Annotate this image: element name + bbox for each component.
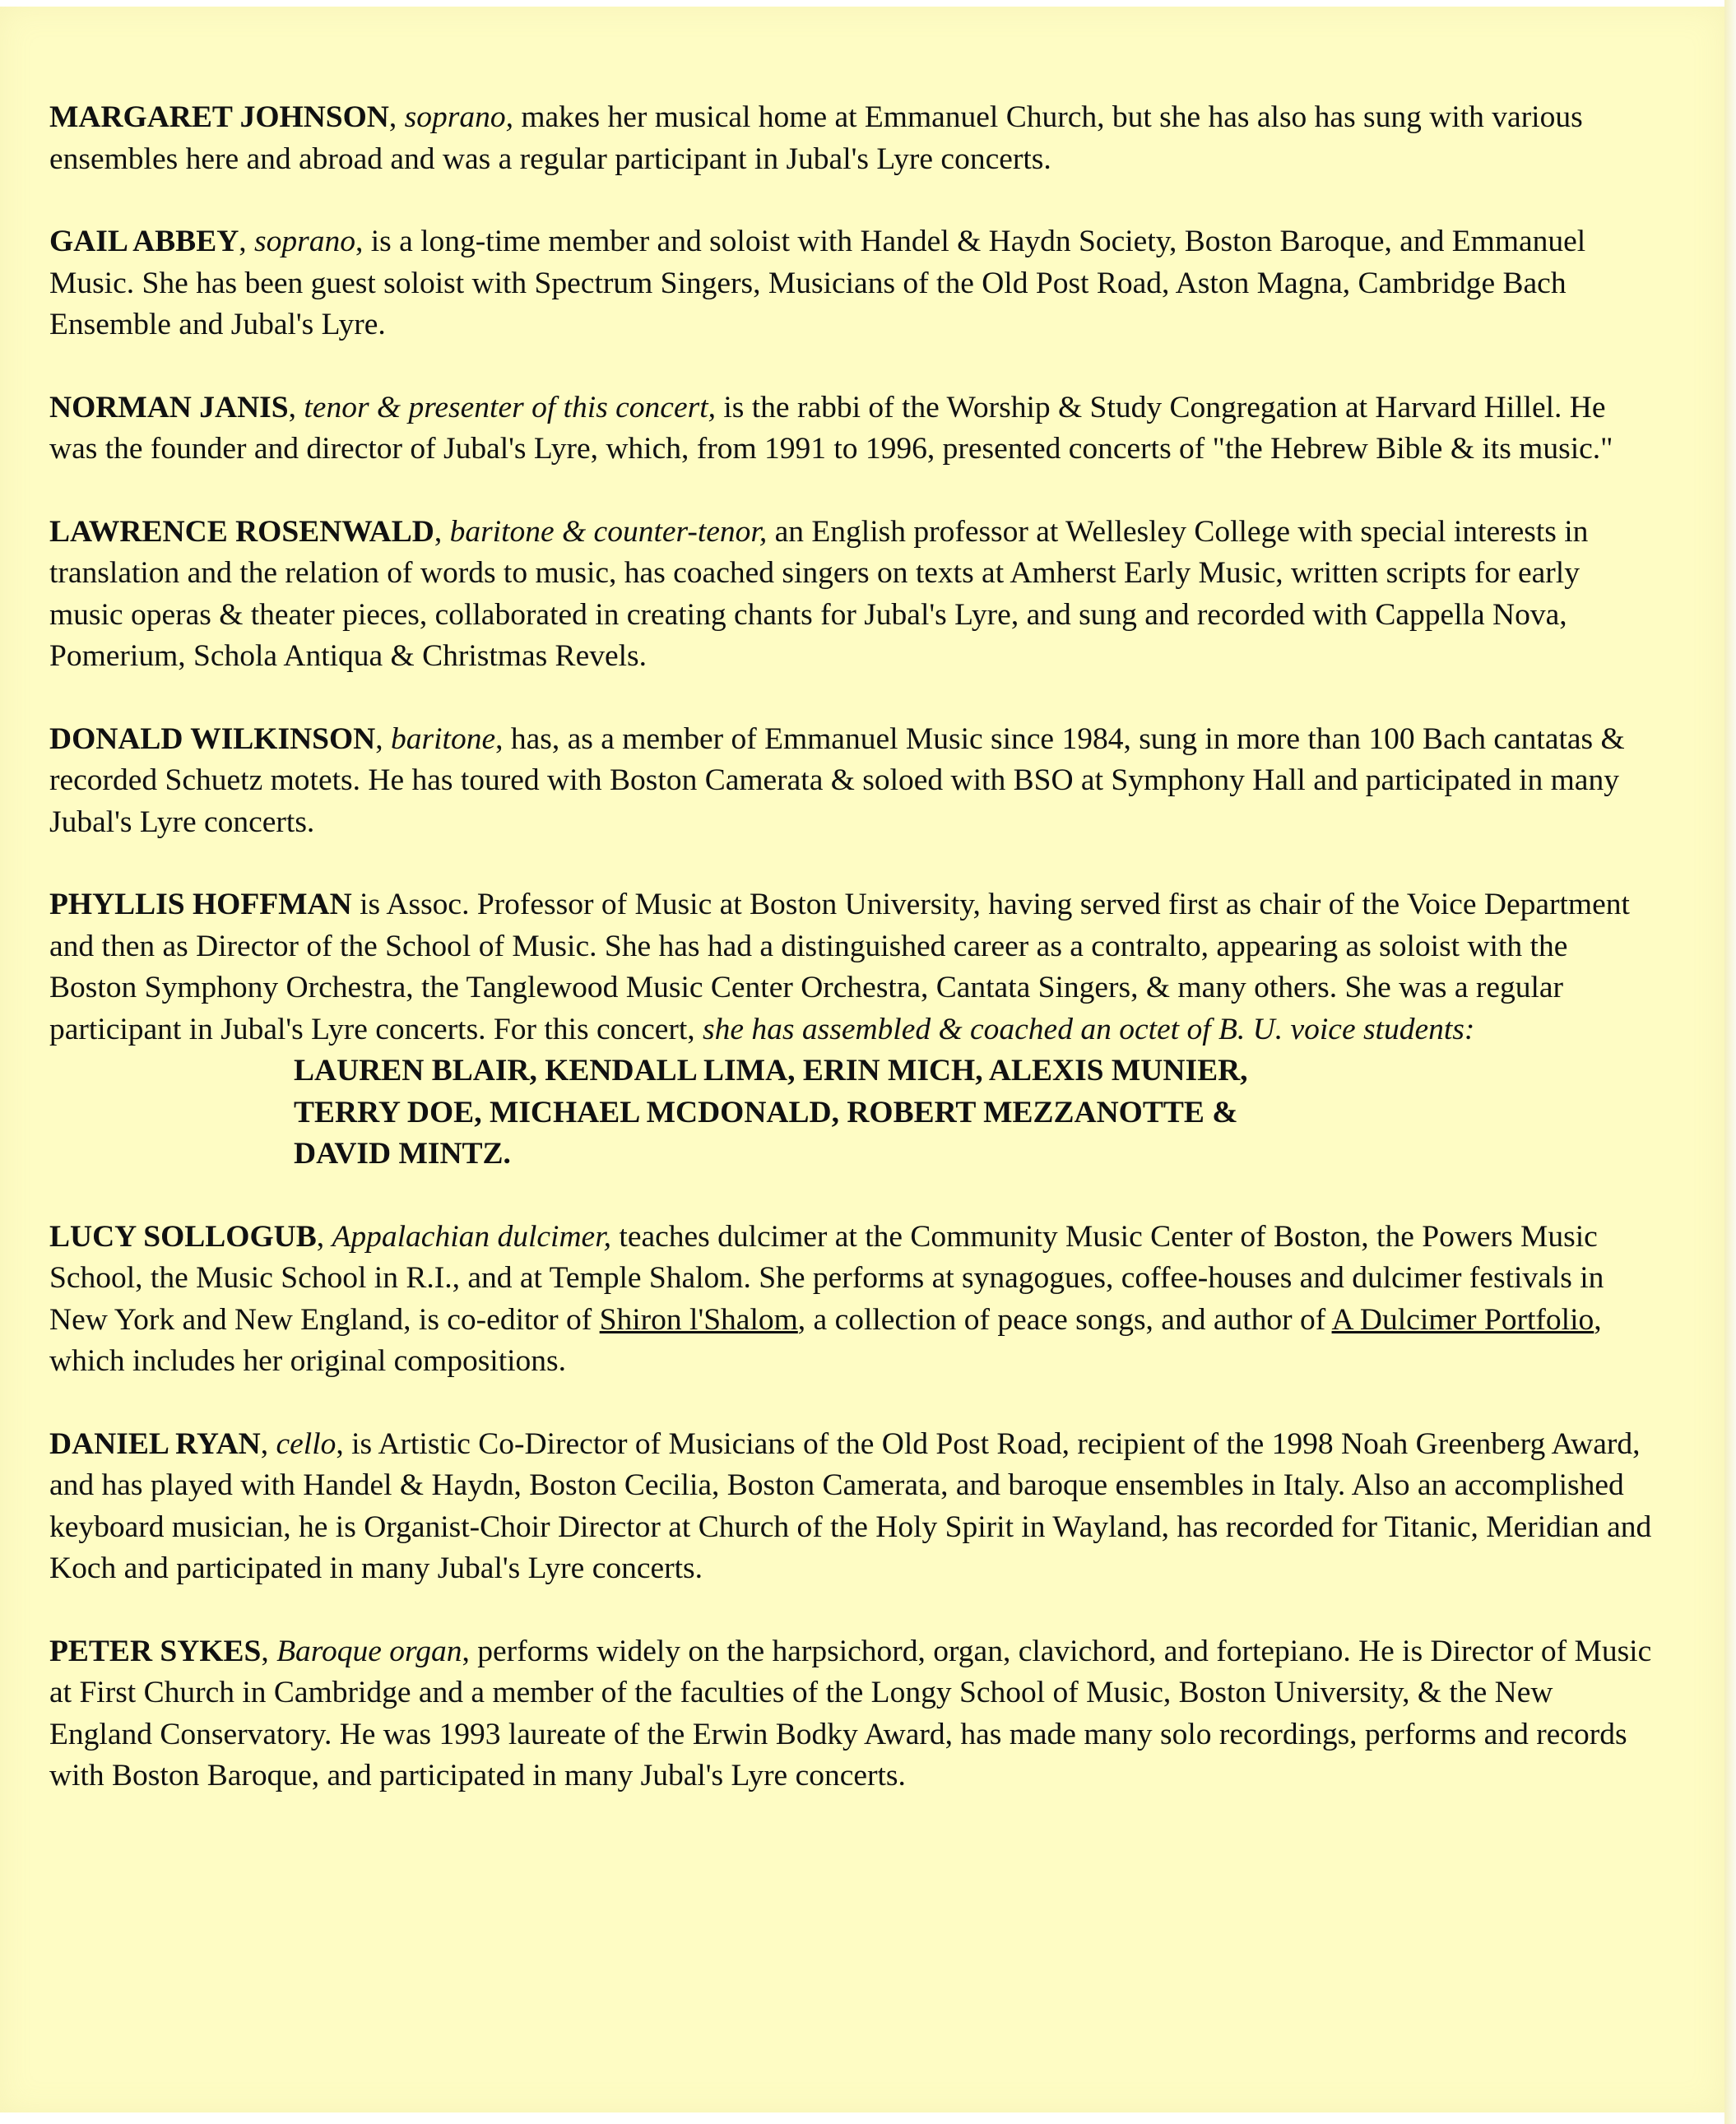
- performer-name: LAWRENCE ROSENWALD: [49, 514, 434, 549]
- student-names-line: LAUREN BLAIR, KENDALL LIMA, ERIN MICH, ALEXIS MUNIER,: [294, 1054, 1248, 1088]
- bio-gail-abbey: [49, 221, 1654, 346]
- bio-phyllis-hoffman: [49, 884, 1654, 1176]
- separator: ,: [316, 1219, 332, 1254]
- performer-role: soprano: [254, 225, 355, 258]
- separator: ,: [260, 1426, 276, 1461]
- bio-text: is Assoc. Professor of Music at Boston University, having served first as chair of the Voice Department and then as Director of the School of Music. She has had a distinguished career as a contralto, appearing as soloist with the Boston Symphony Orchestra, the Tanglewood Music Center Orchestra, Cantata Singers, & many others. She was a regular participant in Jubal's Lyre concerts. For this concert,: [49, 888, 1630, 1046]
- separator: ,: [239, 225, 255, 258]
- bio-text: , has, as a member of Emmanuel Music since 1984, sung in more than 100 Bach cantatas & recorded Schuetz motets. He has toured with Boston Camerata & soloed with BSO at Symphony Hall and participated in many Jubal's Lyre concerts.: [49, 721, 1625, 839]
- book-title: Shiron l'Shalom: [599, 1302, 798, 1337]
- performer-role: Appalachian dulcimer,: [332, 1219, 612, 1254]
- separator: ,: [375, 721, 392, 756]
- performer-role: Baroque organ: [276, 1634, 462, 1668]
- page-edge: [1724, 0, 1736, 2124]
- separator: ,: [434, 514, 450, 549]
- performer-role: cello: [276, 1426, 337, 1461]
- bio-text: , is Artistic Co-Director of Musicians of the Old Post Road, recipient of the 1998 Noah Greenberg Award, and has played with Handel & Haydn, Boston Cecilia, Boston Camerata, and baroque ensembles in Italy. Also an accomplished keyboard musician, he is Organist-Choir Director at Church of the Holy Spirit in Wayland, has recorded for Titanic, Meridian and Koch and participated in many Jubal's Lyre concerts.: [49, 1426, 1652, 1585]
- separator: ,: [288, 390, 304, 424]
- bio-text: makes her musical home at Emmanuel Church, but she has also has sung with various ensembles here and abroad and was a regular participant in Jubal's Lyre concerts.: [49, 100, 1583, 176]
- bio-text: is the rabbi of the Worship & Study Congregation at Harvard Hillel. He was the founder and director of Jubal's Lyre, which, from 1991 to 1996, presented concerts of "the Hebrew Bible & its music.": [49, 390, 1613, 466]
- book-title: A Dulcimer Portfolio: [1331, 1302, 1594, 1337]
- performer-role: baritone: [391, 721, 496, 756]
- separator: ,: [261, 1634, 277, 1668]
- performer-name: DONALD WILKINSON: [49, 721, 376, 756]
- bio-peter-sykes: [49, 1631, 1654, 1797]
- performer-name: LUCY SOLLOGUB: [49, 1219, 317, 1254]
- performer-name: NORMAN JANIS: [49, 390, 289, 424]
- performer-name: MARGARET JOHNSON: [49, 100, 389, 134]
- student-names-line: DAVID MINTZ.: [294, 1137, 511, 1171]
- performer-name: PETER SYKES: [49, 1634, 262, 1668]
- performer-bios: [49, 97, 1654, 1839]
- bio-text: , which includes her original compositions.: [49, 1302, 1602, 1378]
- bio-text: teaches dulcimer at the Community Music Center of Boston, the Powers Music School, the Music School in R.I., and at Temple Shalom. She performs at synagogues, coffee-houses and dulcimer festivals in New York and New England, is co-editor of: [49, 1219, 1604, 1337]
- separator: ,: [388, 100, 405, 134]
- student-list: [49, 1050, 1654, 1176]
- performer-role: tenor & presenter of this concert,: [304, 390, 716, 424]
- performer-role: soprano,: [404, 100, 513, 134]
- student-names-line: TERRY DOE, MICHAEL MCDONALD, ROBERT MEZZANOTTE &: [294, 1095, 1238, 1129]
- bio-text: , a collection of peace songs, and author of: [797, 1302, 1332, 1337]
- bio-italic-text: she has assembled & coached an octet of B. U. voice students:: [703, 1012, 1475, 1046]
- bio-donald-wilkinson: [49, 719, 1654, 844]
- bio-daniel-ryan: [49, 1424, 1654, 1590]
- bio-lawrence-rosenwald: [49, 512, 1654, 678]
- bio-text: , performs widely on the harpsichord, organ, clavichord, and fortepiano. He is Director of Music at First Church in Cambridge and a member of the faculties of the Longy School of Music, Boston University, & the New England Conservatory. He was 1993 laureate of the Erwin Bodky Award, has made many solo recordings, performs and records with Boston Baroque, and participated in many Jubal's Lyre concerts.: [49, 1634, 1652, 1792]
- performer-name: DANIEL RYAN: [49, 1426, 261, 1461]
- bio-text: an English professor at Wellesley College with special interests in translation and the relation of words to music, has coached singers on texts at Amherst Early Music, written scripts for early music operas & theater pieces, collaborated in creating chants for Jubal's Lyre, and sung and recorded with Cappella Nova, Pomerium, Schola Antiqua & Christmas Revels.: [49, 514, 1589, 673]
- bio-norman-janis: [49, 387, 1654, 471]
- performer-name: GAIL ABBEY: [49, 225, 239, 258]
- bio-lucy-sollogub: [49, 1217, 1654, 1383]
- performer-role: baritone & counter-tenor,: [449, 514, 768, 549]
- bio-text: , is a long-time member and soloist with Handel & Haydn Society, Boston Baroque, and Emmanuel Music. She has been guest soloist with Spectrum Singers, Musicians of the Old Post Road, Aston Magna, Cambridge Bach Ensemble and Jubal's Lyre.: [49, 225, 1586, 341]
- bio-margaret-johnson: [49, 97, 1654, 180]
- performer-name: PHYLLIS HOFFMAN: [49, 888, 352, 921]
- hoffman-paragraph: [49, 884, 1654, 1050]
